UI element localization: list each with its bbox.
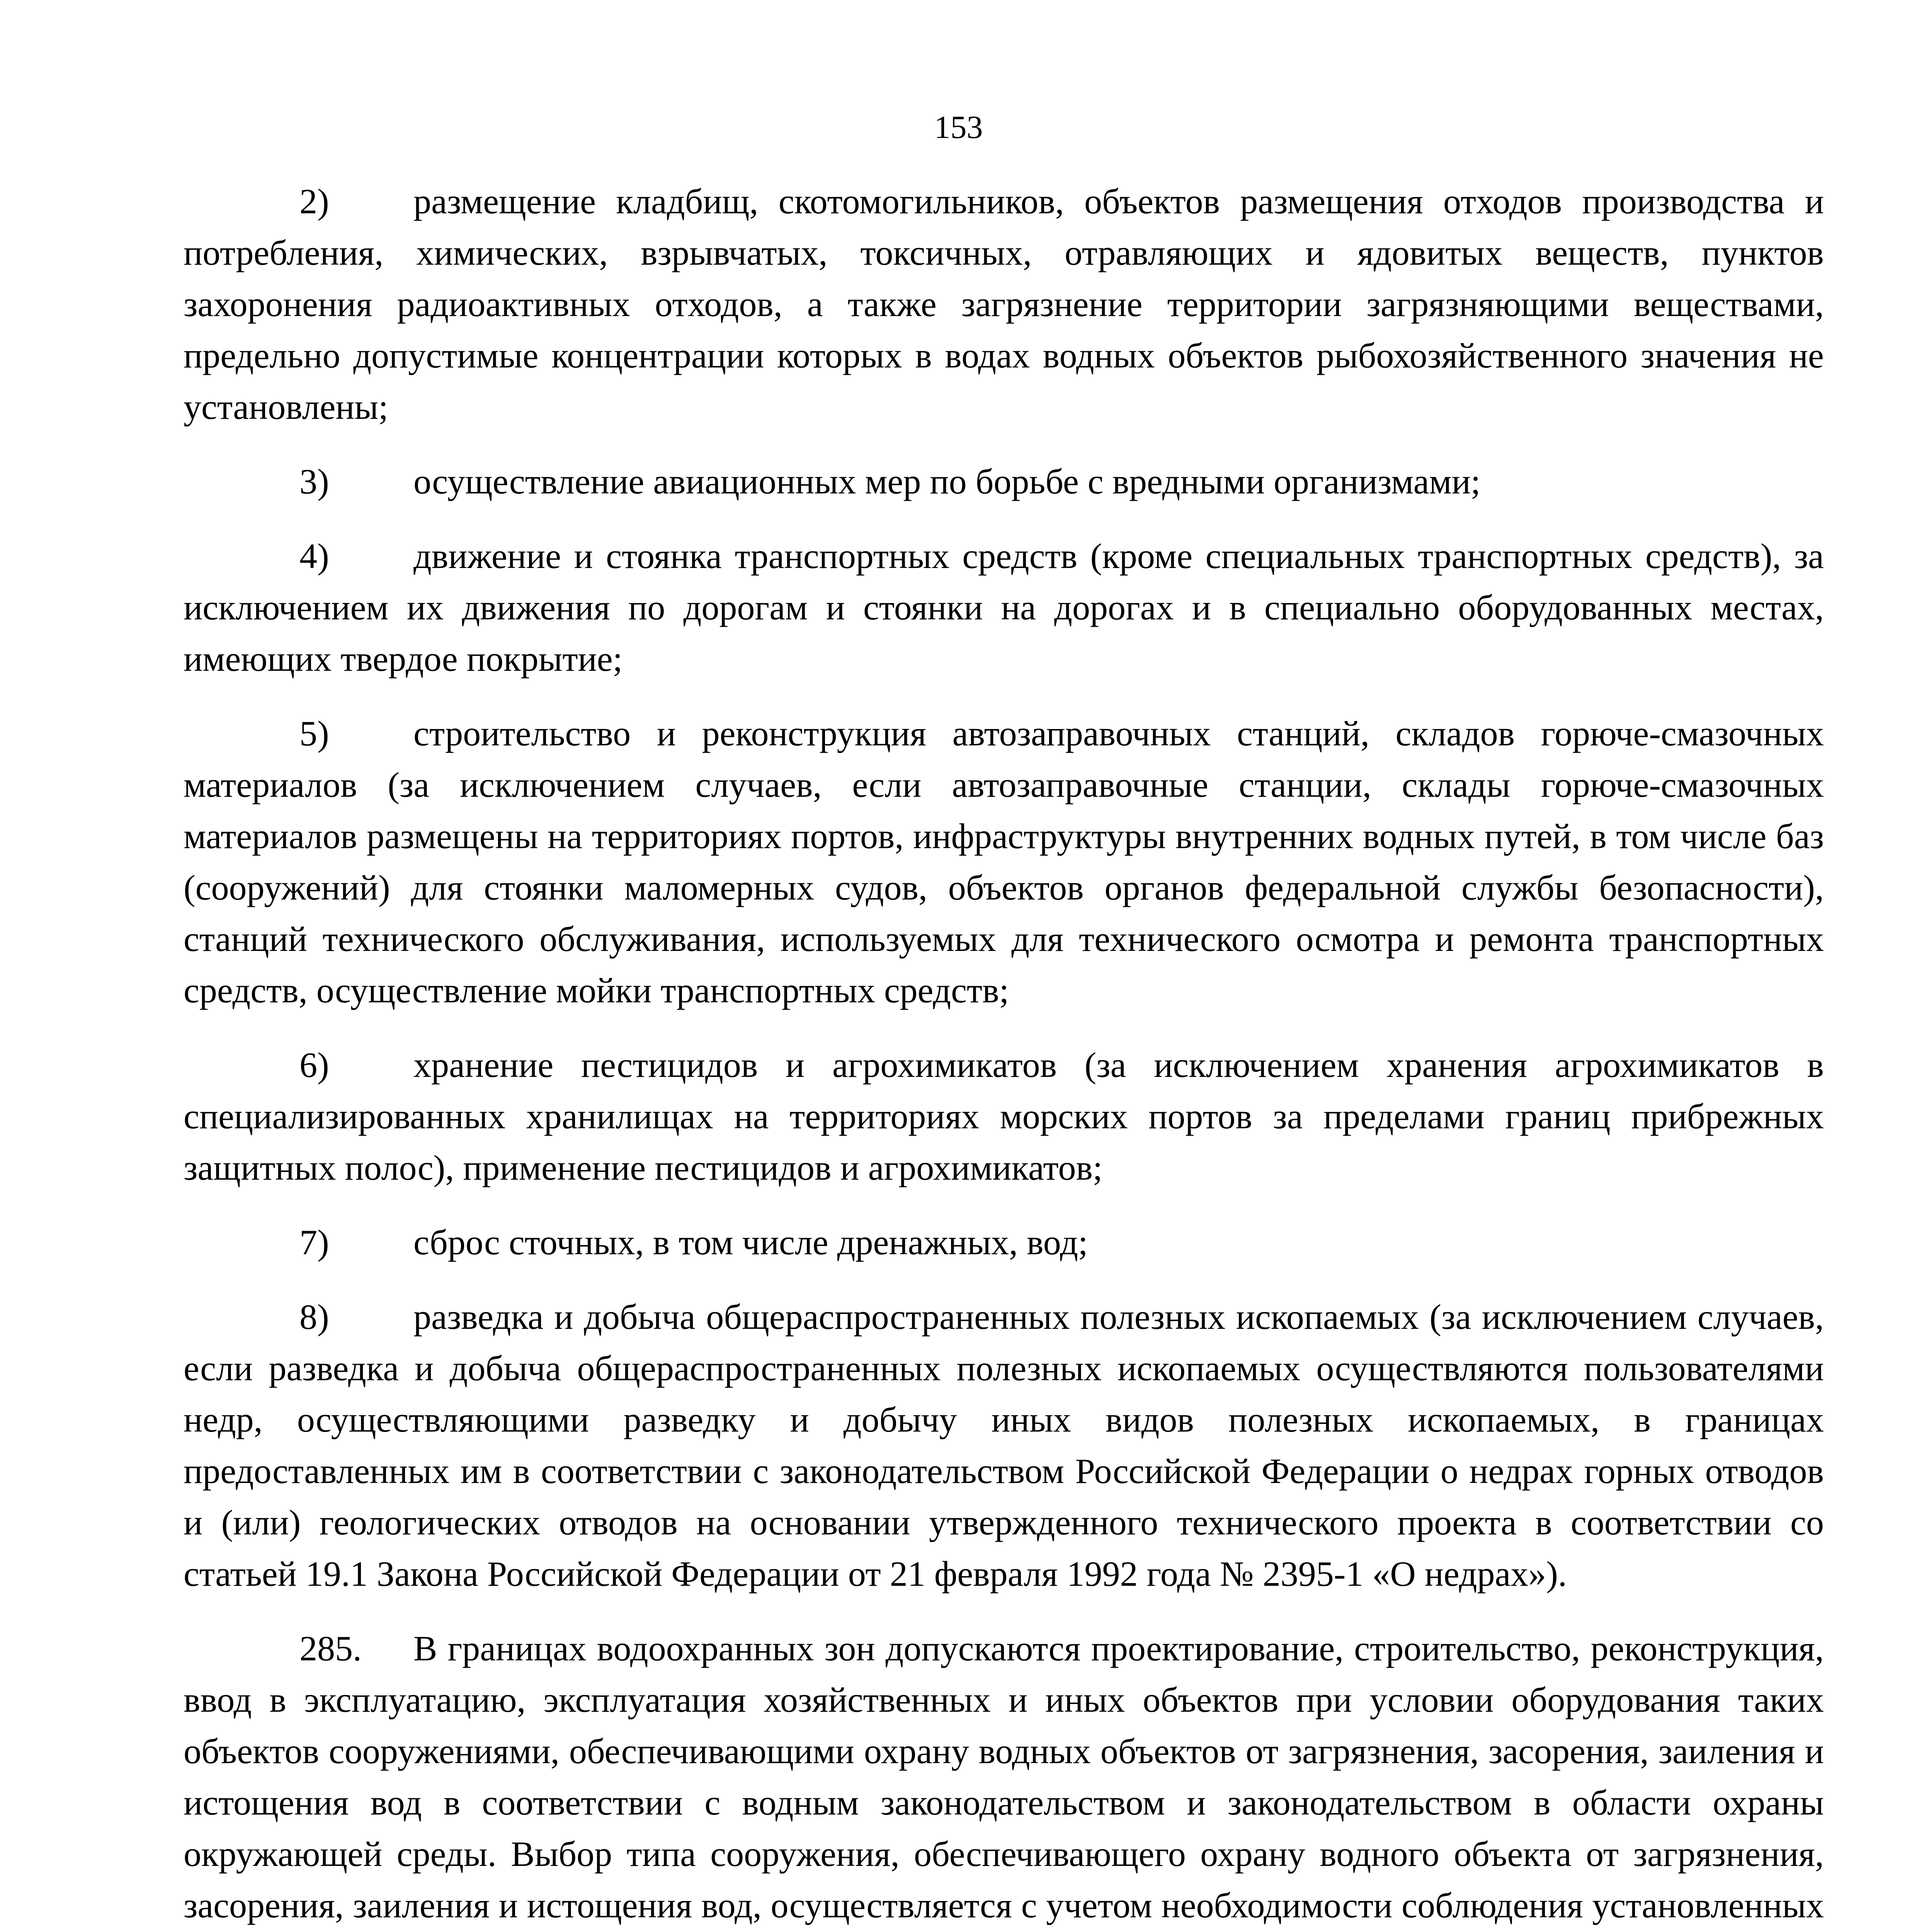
item-number: 4) [299,536,329,576]
item-number: 7) [299,1223,329,1262]
item-text: движение и стоянка транспортных средств (кроме специальных транспортных средств), за исключением их движения по дорогам и стоянки на дорогах и в специально оборудованных местах, имеющих твердое покрытие; [184,536,1824,679]
section-number: 285. [299,1629,362,1668]
item-number: 8) [299,1297,329,1337]
item-text: осуществление авиационных мер по борьбе с вредными организмами; [413,462,1481,501]
list-item-6-pesticides [184,1039,1824,1194]
list-item-4-vehicles [184,531,1824,685]
list-item-3-aviation [184,456,1824,507]
document-body [184,176,1824,1932]
item-number: 3) [299,462,329,501]
page-number: 153 [934,109,983,145]
list-item-2-placement [184,176,1824,433]
item-text: хранение пестицидов и агрохимикатов (за исключением хранения агрохимикатов в специализированных хранилищах на территориях морских портов за пределами границ прибрежных защитных полос), применение пестицидов и агрохимикатов; [184,1045,1824,1187]
list-item-7-wastewater [184,1217,1824,1268]
item-text: размещение кладбищ, скотомогильников, объектов размещения отходов производства и потребления, химических, взрывчатых, токсичных, отравляющих и ядовитых веществ, пунктов захоронения радиоактивных отходов, а также загрязнение территории загрязняющими веществами, предельно допустимые концентрации которых в водах водных объектов рыбохозяйственного значения не установлены; [184,182,1824,427]
item-text: сброс сточных, в том числе дренажных, вод; [413,1223,1088,1262]
item-number: 5) [299,714,329,753]
item-number: 2) [299,182,329,221]
item-text: строительство и реконструкция автозаправочных станций, складов горюче-смазочных материалов (за исключением случаев, если автозаправочные станции, склады горюче-смазочных материалов размещены на территориях портов, инфраструктуры внутренних водных путей, в том числе баз (сооружений) для стоянки маломерных судов, объектов органов федеральной службы безопасности), станций технического обслуживания, используемых для технического осмотра и ремонта транспортных средств, осуществление мойки транспортных средств; [184,714,1824,1010]
section-text: В границах водоохранных зон допускаются проектирование, строительство, реконструкция, ввод в эксплуатацию, эксплуатация хозяйственных и иных объектов при условии оборудования таких объектов сооружениями, обеспечивающими охрану водных объектов от загрязнения, засорения, заиления и истощения вод в соответствии с водным законодательством и законодательством в области охраны окружающей среды. Выбор типа сооружения, обеспечивающего охрану водного объекта от загрязнения, засорения, заиления и истощения вод, осуществляется с учетом необходимости соблюдения установленных [184,1629,1824,1925]
item-number: 6) [299,1045,329,1085]
list-item-8-mining [184,1291,1824,1600]
list-item-5-fuel-stations [184,708,1824,1016]
item-text: разведка и добыча общераспространенных полезных ископаемых (за исключением случаев, если разведка и добыча общераспространенных полезных ископаемых осуществляются пользователями недр, осуществляющими разведку и добычу иных видов полезных ископаемых, в границах предоставленных им в соответствии с законодательством Российской Федерации о недрах горных отводов и (или) геологических отводов на основании утвержденного технического проекта в соответствии со статьей 19.1 Закона Российской Федерации от 21 февраля 1992 года № 2395-1 «О недрах»). [184,1297,1824,1594]
section-285 [184,1623,1824,1932]
